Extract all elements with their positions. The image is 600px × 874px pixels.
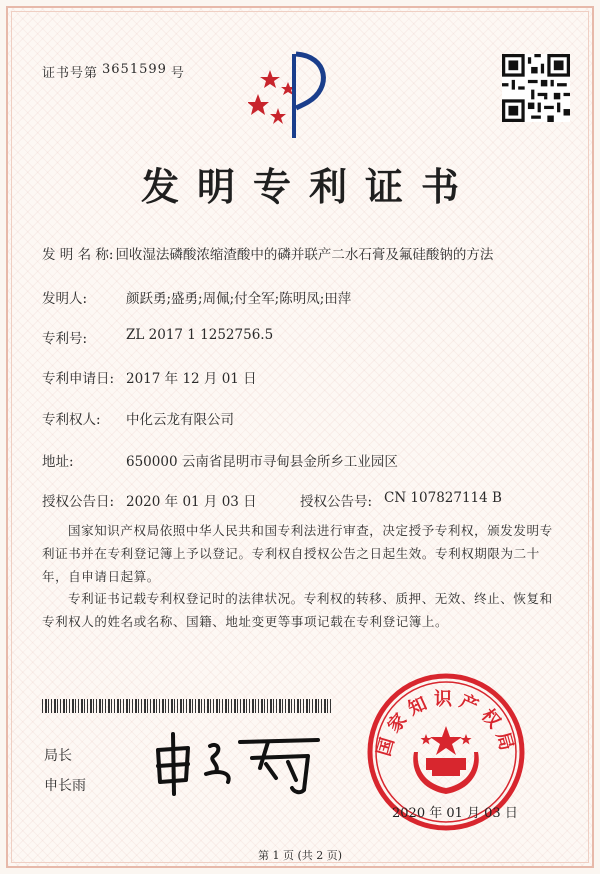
patent-number-field (42, 327, 273, 347)
address-field (42, 450, 398, 470)
page-number: 第 1 页 (共 2 页) (257, 849, 343, 862)
inventors-field (42, 287, 351, 307)
patentee-value: 中化云龙有限公司 (126, 412, 234, 428)
grant-date-label: 授权公告日: (42, 494, 115, 510)
director-signature-icon (148, 728, 328, 798)
certificate-title: 发明专利证书 (140, 164, 477, 209)
seal-date: 2020 年 01 月 03 日 (392, 806, 518, 821)
director-title: 局长 (44, 748, 72, 764)
address-label: 地址: (42, 454, 74, 470)
patent-number-value: ZL 2017 1 1252756.5 (126, 327, 274, 343)
legal-paragraph-status: 专利证书记载专利权登记时的法律状况。专利权的转移、质押、无效、终止、恢复和专利权人的姓名或名称、国籍、地址变更等事项记载在专利登记簿上。 (42, 591, 553, 629)
barcode-icon (42, 699, 332, 713)
address-value: 650000 云南省昆明市寻甸县金所乡工业园区 (126, 454, 398, 470)
grant-date-field (42, 490, 257, 510)
invention-name-label: 发 明 名 称: (42, 247, 114, 263)
svg-text:国家知识产权局: 国家知识产权局 (373, 689, 519, 759)
grant-number-value: CN 107827114 B (384, 490, 502, 506)
patent-number-label: 专利号: (42, 331, 88, 347)
patentee-field (42, 408, 234, 428)
inventors-value: 颜跃勇;盛勇;周佩;付全军;陈明凤;田萍 (126, 291, 352, 307)
grant-number-field (300, 490, 502, 510)
grant-number-label: 授权公告号: (300, 494, 373, 510)
grant-date-value: 2020 年 01 月 03 日 (126, 494, 257, 510)
certificate-number: 证书号第 3651599 号 (42, 62, 185, 81)
qr-code-icon (502, 54, 570, 122)
invention-name-value: 回收湿法磷酸浓缩渣酸中的磷并联产二水石膏及氟硅酸钠的方法 (115, 247, 494, 263)
cnipa-logo-icon (248, 46, 334, 142)
director-name: 申长雨 (44, 778, 86, 794)
filing-date-label: 专利申请日: (42, 371, 115, 387)
patentee-label: 专利权人: (42, 412, 101, 428)
inventors-label: 发明人: (42, 291, 88, 307)
filing-date-value: 2017 年 12 月 01 日 (126, 371, 257, 387)
filing-date-field (42, 367, 257, 387)
invention-name-field (42, 243, 493, 263)
legal-paragraph-grant: 国家知识产权局依照中华人民共和国专利法进行审查，决定授予专利权，颁发发明专利证书并在专利登记簿上予以登记。专利权自授权公告之日起生效。专利权期限为二十年，自申请日起算。 (42, 523, 553, 584)
